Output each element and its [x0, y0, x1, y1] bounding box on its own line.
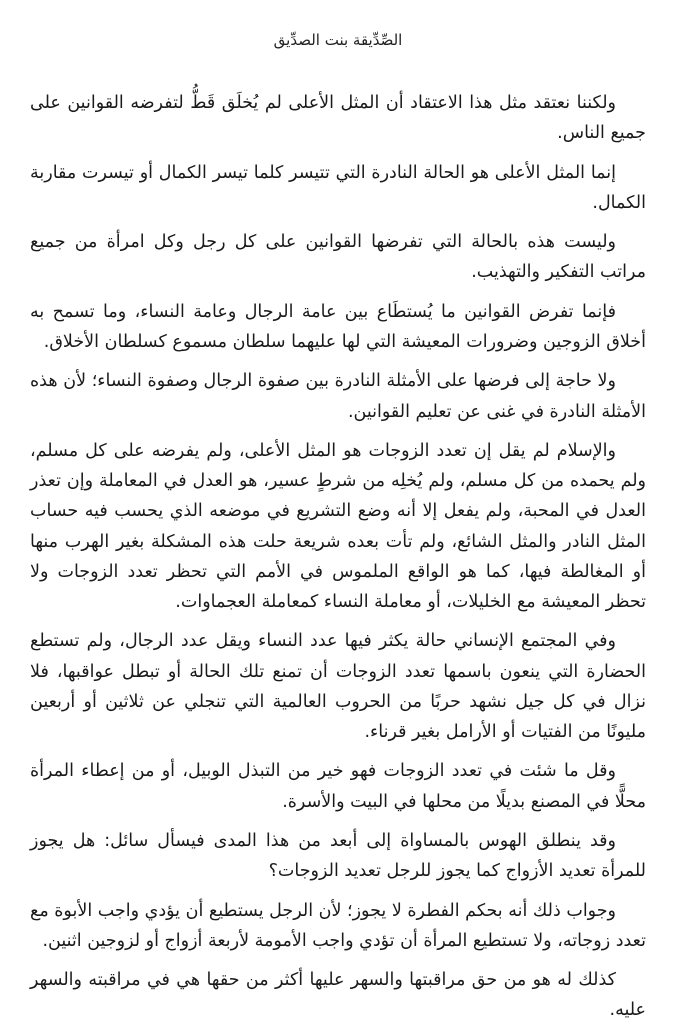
paragraph: فإنما تفرض القوانين ما يُستطَاع بين عامة الرجال وعامة النساء، وما تسمح به أخلاق الزوجين وضرورات المعيشة التي لها عليهما سلطان مسموع كسلطان الأخلاق.	[30, 301, 646, 352]
paragraph: وقد ينطلق الهوس بالمساواة إلى أبعد من هذا المدى فيسأل سائل: هل يجوز للمرأة تعديد الأزواج كما يجوز للرجل تعديد الزوجات؟	[30, 830, 646, 882]
paragraph: ولكننا نعتقد مثل هذا الاعتقاد أن المثل الأعلى لم يُخلَق قَطُّ لتفرضه القوانين على جميع الناس.	[30, 93, 646, 144]
body-text	[30, 88, 646, 1026]
paragraph: وليست هذه بالحالة التي تفرضها القوانين على كل رجل وكل امرأة من جميع مراتب التفكير والتهذيب.	[30, 232, 646, 283]
paragraph: وجواب ذلك أنه بحكم الفطرة لا يجوز؛ لأن الرجل يستطيع أن يؤدي واجب الأبوة مع تعدد زوجاته، ولا تستطيع المرأة أن تؤدي واجب الأمومة لأربعة أزواج أو لزوجين اثنين.	[30, 900, 646, 951]
paragraph: والإسلام لم يقل إن تعدد الزوجات هو المثل الأعلى، ولم يفرضه على كل مسلم، ولم يحمده من كل مسلم، ولم يُخلِه من شرطٍ عسير، هو العدل في المعاملة وإن تعذر العدل في المحبة، ولم يفعل إلا أنه وضع التشريع في موضعه الذي يحسب فيه حساب المثل النادر والمثل الشائع، ولم تأت بعده شريعة حلت هذه المشكلة بغير الهرب منها أو المغالطة فيها، كما هو الواقع الملموس في الأمم التي تحظر تعدد الزوجات ولا تحظر المعيشة مع الخليلات، أو معاملة النساء كمعاملة العجماوات.	[30, 440, 646, 612]
paragraph: وفي المجتمع الإنساني حالة يكثر فيها عدد النساء ويقل عدد الرجال، ولم تستطع الحضارة التي ينعون باسمها تعدد الزوجات أن تمنع تلك الحالة أو تبطل عواقبها، فلا نزال في كل جيل نشهد حربًا من الحروب العالمية التي تنجلي عن ثلاثين أو أربعين مليونًا من الفتيات أو الأرامل بغير قرناء.	[30, 631, 646, 742]
paragraph: ولا حاجة إلى فرضها على الأمثلة النادرة بين صفوة الرجال وصفوة النساء؛ لأن هذه الأمثلة النادرة في غنى عن تعليم القوانين.	[30, 371, 646, 422]
paragraph: وقل ما شئت في تعدد الزوجات فهو خير من التبذل الوبيل، أو من إعطاء المرأة محلًّا في المصنع بديلًا من محلها في البيت والأسرة.	[30, 761, 646, 812]
paragraph: كذلك له هو من حق مراقبتها والسهر عليها أكثر من حقها هي في مراقبته والسهر عليه.	[30, 970, 646, 1021]
paragraph: إنما المثل الأعلى هو الحالة النادرة التي تتيسر كلما تيسر الكمال أو تيسرت مقاربة الكمال.	[30, 162, 646, 213]
running-header: الصِّدِّيقة بنت الصدِّيق	[273, 31, 403, 49]
